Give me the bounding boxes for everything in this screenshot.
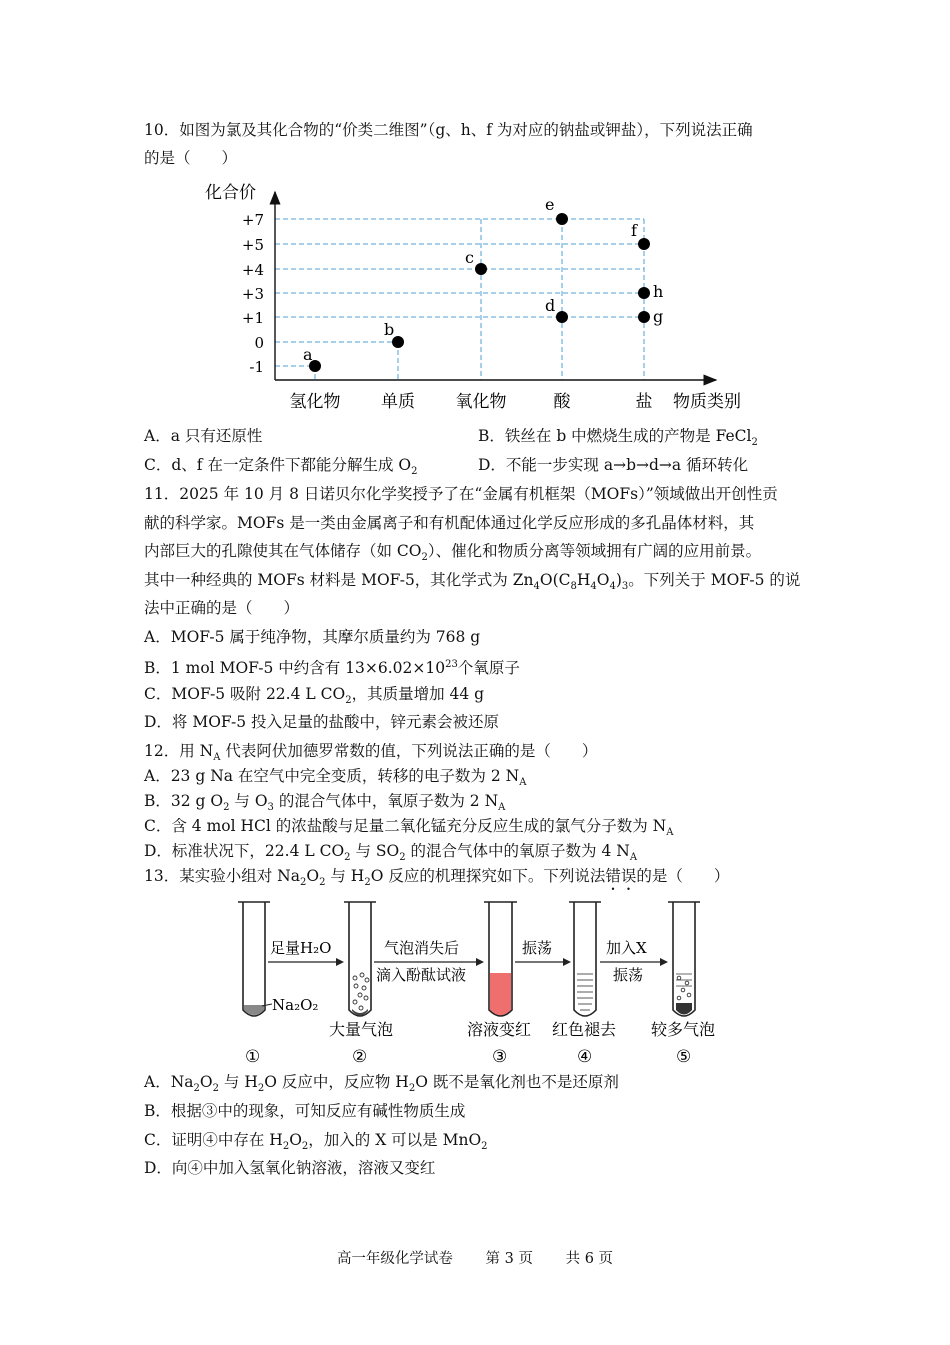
q13-stem: 13．某实验小组对 $Na_2O_2$ 与 $H_2O$ 反应的机理探究如下。下列说法错误的是（ ）: [144, 867, 730, 889]
data-point-f: [638, 238, 650, 250]
arrow3-label: 振荡: [522, 939, 553, 957]
step-num-5: ⑤: [676, 1047, 692, 1067]
point-label-d: d: [545, 296, 556, 315]
data-point-e: [556, 213, 568, 225]
step-num-1: ①: [245, 1047, 261, 1067]
data-point-g: [638, 311, 650, 323]
step-num-3: ③: [492, 1047, 508, 1067]
step-num-4: ④: [577, 1047, 593, 1067]
arrow2-bottom: 滴入酚酞试液: [376, 966, 467, 984]
y-tick-label: +3: [241, 285, 264, 303]
q11-option-c: C．MOF-5 吸附 22.4 L $CO_2$，其质量增加 44 g: [144, 685, 485, 707]
q11-option-b: B．1 mol MOF-5 中约含有 $13\times 6.02\times 10^{23}$个氧原子: [144, 659, 520, 678]
x-tick-label: 氢化物: [289, 392, 341, 412]
tube3-caption: 溶液变红: [467, 1020, 532, 1039]
step-num-2: ②: [352, 1047, 368, 1067]
data-point-c: [475, 263, 487, 275]
tube4-caption: 红色褪去: [552, 1020, 617, 1039]
arrow1-label: 足量H₂O: [270, 939, 332, 957]
test-tube-5: [668, 902, 700, 1016]
q13-option-b: B．根据③中的现象，可知反应有碱性物质生成: [144, 1102, 466, 1120]
y-tick-label: +7: [241, 211, 264, 229]
q11-stem-line4: 其中一种经典的 MOFs 材料是 MOF-5，其化学式为 $Zn_4O(C_8H_4O_4)_3$。下列关于 MOF-5 的说: [144, 571, 801, 593]
q11-option-a: A．MOF-5 属于纯净物，其摩尔质量约为 768 g: [144, 628, 481, 646]
x-tick-label: 氧化物: [455, 392, 507, 412]
experiment-diagram: [220, 894, 720, 1074]
x-tick-label: 单质: [381, 392, 415, 412]
test-tube-2: [344, 902, 376, 1016]
point-label-h: h: [653, 282, 664, 301]
reagent-label: Na₂O₂: [272, 996, 319, 1014]
valence-class-chart: [195, 176, 755, 416]
arrow4-bottom: 振荡: [613, 966, 644, 984]
q10-option-a: A．a 只有还原性: [144, 427, 263, 445]
x-axis-label: 物质类别: [673, 392, 741, 412]
point-label-a: a: [303, 345, 313, 364]
q10-stem-line2: 的是（ ）: [144, 149, 238, 167]
data-point-h: [638, 287, 650, 299]
point-label-e: e: [545, 195, 555, 214]
y-tick-label: 0: [254, 334, 264, 352]
point-label-g: g: [653, 307, 664, 326]
q10-option-b: B．铁丝在 b 中燃烧生成的产物是 FeCl$_2$: [478, 427, 758, 449]
q10-option-d: D．不能一步实现 a→b→d→a 循环转化: [478, 456, 749, 474]
test-tube-3: [484, 902, 517, 1016]
page-footer: [0, 1247, 950, 1268]
q12-option-a: A．23 g Na 在空气中完全变质，转移的电子数为 2 $N_A$: [144, 767, 527, 789]
emphasis-dots: 错误: [605, 867, 637, 885]
y-axis-label: 化合价: [205, 183, 256, 203]
q11-stem-line5: 法中正确的是（ ）: [144, 599, 300, 617]
footer-page: 第 3 页: [485, 1251, 533, 1267]
q12-option-d: D．标准状况下，22.4 L $CO_2$ 与 $SO_2$ 的混合气体中的氧原子数为 4 $N_A$: [144, 842, 638, 864]
data-point-d: [556, 311, 568, 323]
footer-total: 共 6 页: [565, 1251, 614, 1267]
q12-option-c: C．含 4 mol HCl 的浓盐酸与足量二氧化锰充分反应生成的氯气分子数为 $N_A$: [144, 817, 674, 839]
q11-stem-line1: 11．2025 年 10 月 8 日诺贝尔化学奖授予了在“金属有机框架（MOFs）”领域做出开创性贡: [144, 485, 778, 503]
q13-option-c: C．证明④中存在 $H_2O_2$，加入的 X 可以是 MnO$_2$: [144, 1131, 488, 1153]
test-tube-1: [238, 902, 272, 1016]
q13-option-d: D．向④中加入氢氧化钠溶液，溶液又变红: [144, 1159, 436, 1177]
test-tube-4: [569, 902, 601, 1016]
x-tick-label: 盐: [635, 392, 653, 412]
y-tick-label: +1: [241, 309, 264, 327]
q10-option-c: C．d、f 在一定条件下都能分解生成 $O_2$: [144, 456, 418, 478]
point-label-c: c: [465, 248, 474, 267]
footer-title: 高一年级化学试卷: [336, 1251, 453, 1267]
q11-stem-line3: 内部巨大的孔隙使其在气体储存（如 $CO_2$）、催化和物质分离等领域拥有广阔的应用前景。: [144, 542, 762, 564]
q12-stem: 12．用 $N_A$ 代表阿伏加德罗常数的值，下列说法正确的是（ ）: [144, 742, 598, 764]
q12-option-b: B．32 g $O_2$ 与 $O_3$ 的混合气体中，氧原子数为 2 $N_A$: [144, 792, 506, 814]
q11-stem-line2: 献的科学家。MOFs 是一类由金属离子和有机配体通过化学反应形成的多孔晶体材料，其: [144, 514, 755, 532]
arrow2-top: 气泡消失后: [384, 939, 460, 957]
arrow4-top: 加入X: [606, 939, 647, 957]
tube5-caption: 较多气泡: [651, 1020, 716, 1039]
y-tick-label: -1: [249, 358, 264, 376]
q13-option-a: A．$Na_2O_2$ 与 $H_2O$ 反应中，反应物 $H_2O$ 既不是氧化剂也不是还原剂: [144, 1073, 619, 1095]
q11-option-d: D．将 MOF-5 投入足量的盐酸中，锌元素会被还原: [144, 713, 500, 731]
x-tick-label: 酸: [553, 392, 571, 412]
q10-stem-line1: 10．如图为氯及其化合物的“价类二维图”（g、h、f 为对应的钠盐或钾盐），下列说法正确: [144, 121, 753, 139]
point-label-b: b: [384, 320, 395, 339]
y-tick-label: +4: [241, 261, 264, 279]
tube2-caption: 大量气泡: [329, 1020, 394, 1039]
y-tick-label: +5: [241, 236, 264, 254]
point-label-f: f: [631, 221, 637, 240]
